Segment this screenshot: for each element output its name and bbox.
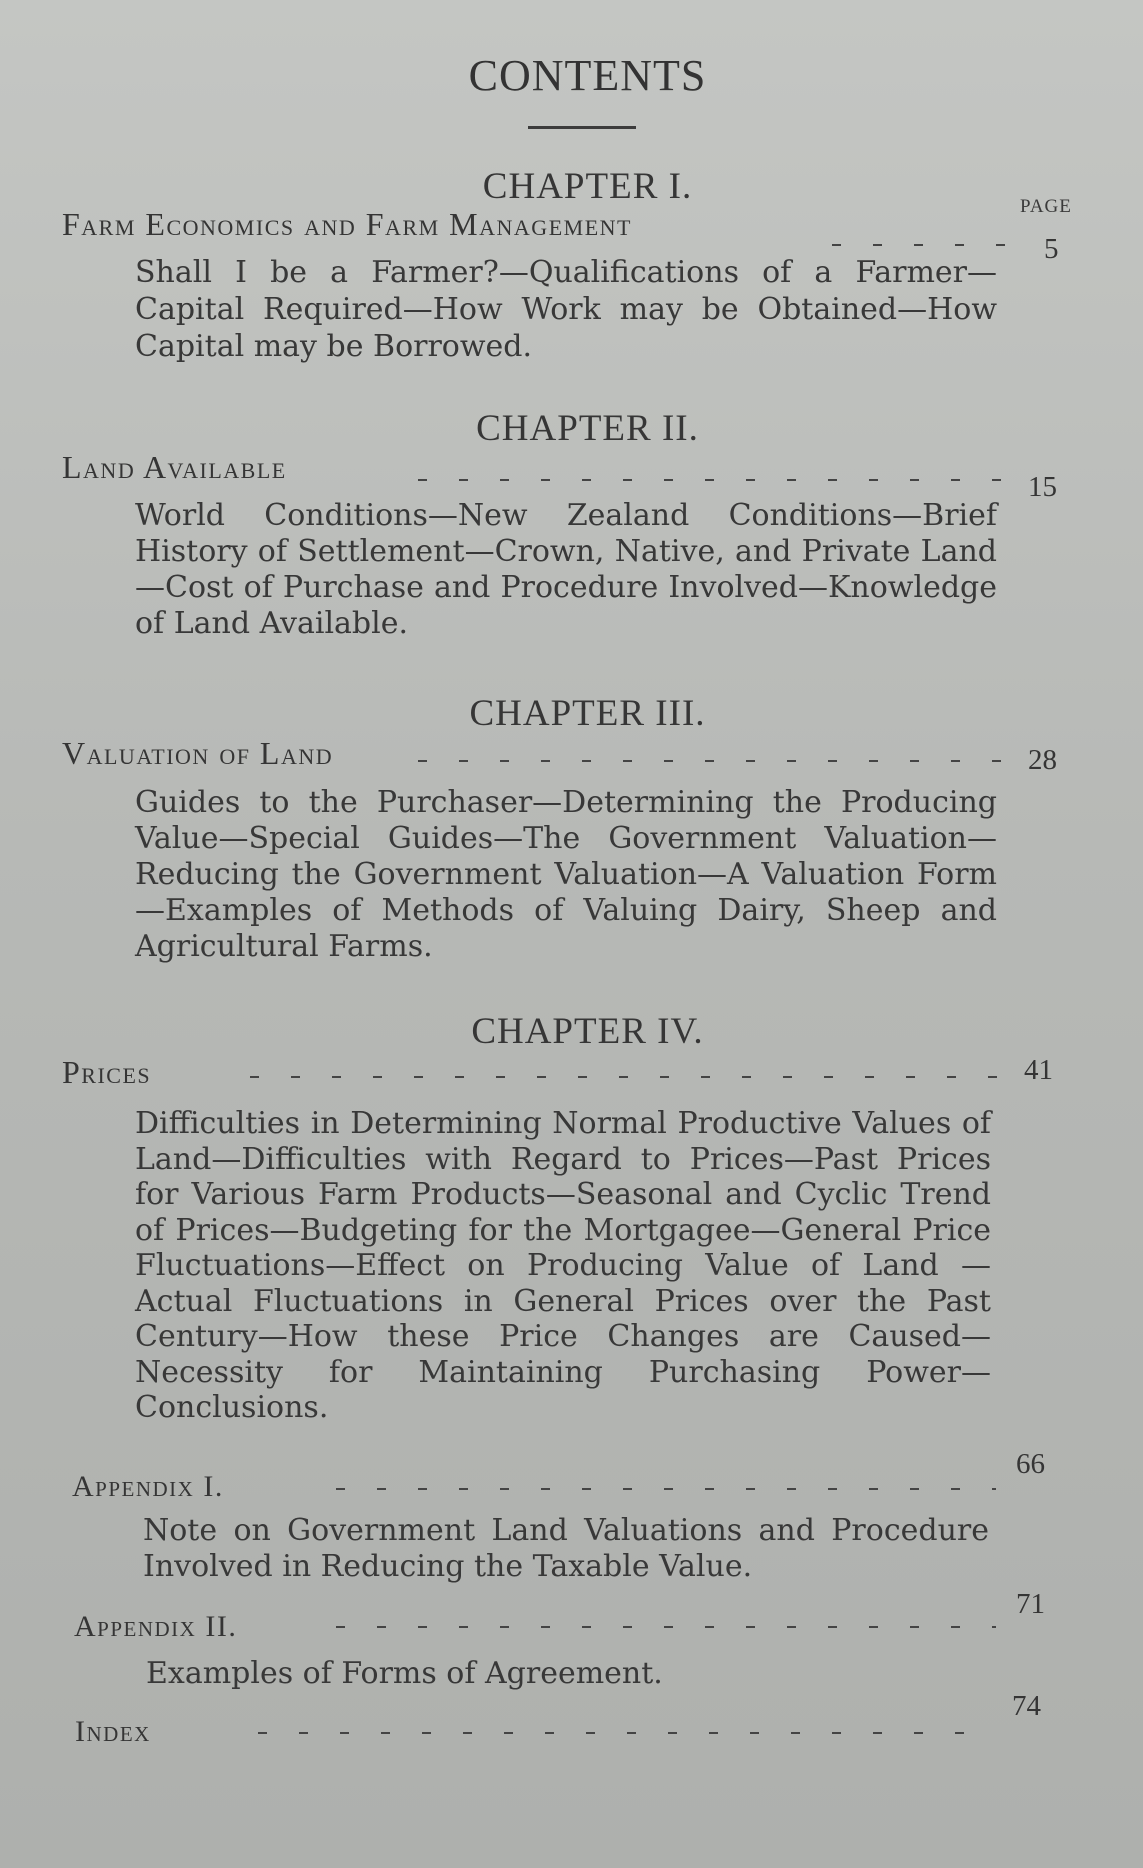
index-title: Index — [75, 1715, 151, 1748]
chapter-3-title: Valuation of Land — [62, 735, 334, 771]
chapter-1-page: 5 — [1044, 233, 1059, 265]
chapter-2-leader — [418, 479, 1008, 481]
index-leader — [258, 1732, 996, 1734]
chapter-2-title: Land Available — [62, 449, 287, 485]
chapter-3-leader — [418, 760, 1008, 762]
chapter-3-heading: CHAPTER III. — [469, 693, 706, 734]
appendix-1-summary: Note on Government Land Valuations and Procedure Involved in Reducing the Taxable Value. — [143, 1513, 989, 1584]
chapter-1-heading: CHAPTER I. — [482, 166, 693, 207]
chapter-2-heading: CHAPTER II. — [476, 408, 699, 449]
chapter-4-summary: Difficulties in Determining Normal Productive Values of Land—Difficulties with Regard to Prices—Past Prices for Various Farm Products—Seasonal and Cyclic Trend of Prices—Budgeting for the Mortgagee—General Price Fluctuations—Effect on Producing Value of Land — Actual Fluctuations in General Prices over the Past Century—How these Price Changes are Caused—Necessity for Maintaining Purchasing Power—Conclusions. — [135, 1106, 991, 1425]
chapter-3-summary: Guides to the Purchaser—Determining the Producing Value—Special Guides—The Government Valuation—Reducing the Government Valuation—A Valuation Form—Examples of Methods of Valuing Dairy, Sheep and Agricultural Farms. — [135, 785, 997, 964]
appendix-1-title: Appendix I. — [72, 1470, 224, 1503]
appendix-2-title: Appendix II. — [74, 1610, 238, 1643]
appendix-2-page: 71 — [1016, 1588, 1045, 1620]
chapter-2-summary: World Conditions—New Zealand Conditions—Brief History of Settlement—Crown, Native, and Private Land—Cost of Purchase and Procedure Involved—Knowledge of Land Available. — [135, 498, 997, 641]
appendix-1-page: 66 — [1016, 1448, 1045, 1480]
appendix-1-leader — [336, 1488, 996, 1490]
chapter-2-page: 15 — [1028, 471, 1057, 503]
page-column-label: PAGE — [1020, 196, 1072, 217]
page-title: CONTENTS — [468, 51, 707, 100]
chapter-1-title: Farm Economics and Farm Management — [62, 206, 632, 242]
index-page: 74 — [1012, 1690, 1041, 1722]
chapter-3-page: 28 — [1028, 744, 1057, 776]
chapter-1-leader — [832, 244, 1012, 246]
chapter-4-page: 41 — [1024, 1054, 1053, 1086]
title-rule — [528, 126, 636, 129]
appendix-2-leader — [336, 1626, 996, 1628]
chapter-4-heading: CHAPTER IV. — [471, 1011, 704, 1052]
chapter-4-title: Prices — [62, 1054, 152, 1090]
chapter-4-leader — [250, 1076, 1006, 1078]
appendix-2-summary: Examples of Forms of Agreement. — [146, 1656, 663, 1691]
chapter-1-summary: Shall I be a Farmer?—Qualifications of a Farmer—Capital Required—How Work may be Obtained—How Capital may be Borrowed. — [135, 255, 997, 364]
